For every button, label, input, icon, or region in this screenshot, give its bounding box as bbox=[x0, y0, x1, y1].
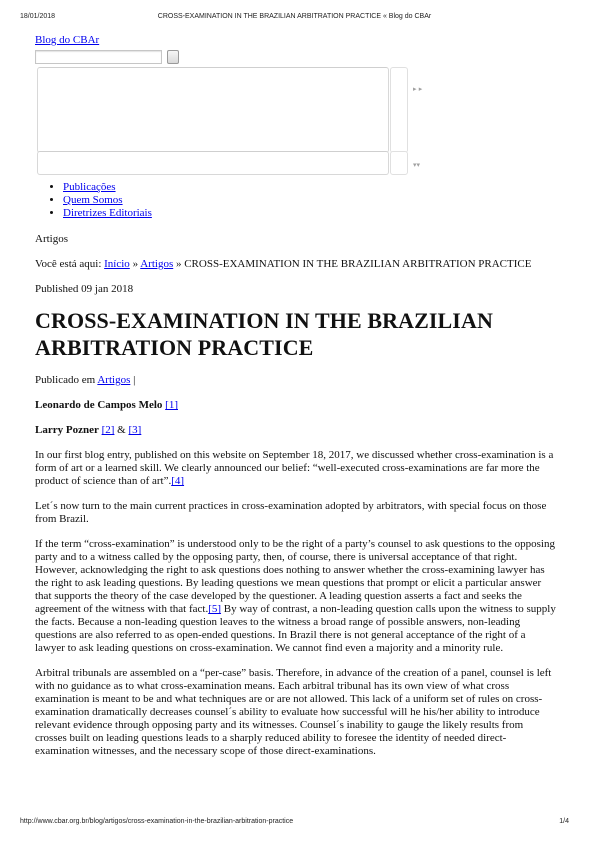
page-content bbox=[35, 34, 557, 758]
paragraph-4: Arbitral tribunals are assembled on a “per-case” basis. Therefore, in advance of the creation of a panel, counsel is left with no guidance as to what cross-examination means. Each arbitral tribunal has its own view of what cross examination is meant to be and what techniques are or are not allowed. This lack of a uniform set of rules on cross-examination dramatically decreases counsel´s ability to evaluate how successful will he his/her ability to introduce relevant evidence through opposing party and its witnesses. Counsel´s inability to gauge the likely results from crosses built on leading questions leads to a sharply reduced ability to foresee the identity of needed direct-examination witnesses, and the necessary scope of those direct-examinations. bbox=[35, 667, 552, 757]
author-name: Larry Pozner bbox=[35, 424, 99, 436]
print-header bbox=[20, 13, 569, 23]
print-title: CROSS-EXAMINATION IN THE BRAZILIAN ARBITRATION PRACTICE « Blog do CBAr bbox=[157, 13, 432, 20]
embedded-frame-2 bbox=[35, 151, 557, 175]
embedded-frame-scrollbar[interactable] bbox=[390, 67, 408, 153]
paragraph-1 bbox=[35, 449, 557, 488]
arrow-down-icon: ▾▾ bbox=[413, 161, 421, 169]
nav-link-publicacoes[interactable]: Publicações bbox=[63, 181, 116, 193]
site-home-link[interactable]: Blog do CBAr bbox=[35, 34, 100, 46]
post-meta-prefix: Publicado em bbox=[35, 374, 96, 386]
search-input[interactable] bbox=[35, 50, 162, 64]
footnote-link-5[interactable]: [5] bbox=[208, 603, 222, 615]
print-date: 18/01/2018 bbox=[20, 13, 56, 20]
print-footer bbox=[20, 818, 569, 828]
breadcrumb-separator: » bbox=[132, 258, 139, 270]
breadcrumb-home-link[interactable]: Início bbox=[104, 258, 130, 270]
nav-item-quem-somos bbox=[63, 194, 557, 207]
nav-link-quem-somos[interactable]: Quem Somos bbox=[63, 194, 123, 206]
footnote-link-2[interactable]: [2] bbox=[101, 424, 115, 436]
nav-link-diretrizes[interactable]: Diretrizes Editoriais bbox=[63, 207, 152, 219]
search-form bbox=[35, 49, 557, 65]
footnote-link-1[interactable]: [1] bbox=[165, 399, 178, 411]
page-number: 1/4 bbox=[559, 818, 569, 825]
author-line-1 bbox=[35, 399, 557, 412]
post-meta-suffix: | bbox=[130, 374, 136, 386]
paragraph-text: If the term “cross-examination” is understood only to be the right of a party’s counsel to ask questions to the opposing party and to a witness called by the opposing party, then, of course, there is universal acceptance of that right. However, acknowledging the right to ask questions does nothing to answer whether the cross-examining lawyer has the right to ask leading questions. By leading questions we mean questions that prompt or elicit a particular answer that supports the theory of the case developed by the questioner. A leading question asserts a fact and seeks the agreement of the witness with that fact. bbox=[35, 538, 555, 615]
post-meta bbox=[35, 374, 557, 387]
footnote-link-3[interactable]: [3] bbox=[128, 424, 142, 436]
nav-item-publicacoes bbox=[63, 181, 557, 194]
embedded-frame-box bbox=[37, 67, 389, 153]
breadcrumb-current: CROSS-EXAMINATION IN THE BRAZILIAN ARBITRATION PRACTICE bbox=[184, 258, 532, 270]
arrow-right-icon: ▸ ▸ bbox=[413, 85, 423, 93]
paragraph-3 bbox=[35, 538, 557, 655]
embedded-frame bbox=[35, 67, 557, 151]
section-label: Artigos bbox=[35, 233, 68, 245]
search-button[interactable] bbox=[167, 50, 179, 64]
main-nav bbox=[35, 181, 557, 220]
embedded-frame-box-2 bbox=[37, 151, 389, 175]
paragraph-2: Let´s now turn to the main current practices in cross-examination adopted by arbitrators, with special focus on those from Brazil. bbox=[35, 500, 547, 525]
print-url: http://www.cbar.org.br/blog/artigos/cross-examination-in-the-brazilian-arbitration-practice bbox=[20, 818, 294, 825]
embedded-frame-scrollbar-2[interactable] bbox=[390, 151, 408, 175]
breadcrumb-prefix: Você está aqui: bbox=[35, 258, 102, 270]
nav-item-diretrizes bbox=[63, 207, 557, 220]
author-name: Leonardo de Campos Melo bbox=[35, 399, 163, 411]
page-title: CROSS-EXAMINATION IN THE BRAZILIAN ARBITRATION PRACTICE bbox=[35, 308, 493, 360]
published-date: Published 09 jan 2018 bbox=[35, 283, 134, 295]
author-amp: & bbox=[117, 424, 126, 436]
breadcrumb bbox=[35, 258, 557, 271]
author-line-2 bbox=[35, 424, 557, 437]
breadcrumb-category-link[interactable]: Artigos bbox=[140, 258, 174, 270]
paragraph-text: In our first blog entry, published on this website on September 18, 2017, we discussed whether cross-examination is a form of art or a learned skill. We clearly announced our belief: “well-executed cross-examinations are far more the product of science than of art”. bbox=[35, 449, 554, 487]
paragraph-text: By way of contrast, a non-leading question calls upon the witness to supply the facts. Because a non-leading question leaves to the witness a broad range of possible answers, non-leading questions are also referred to as open-ended questions. In Brazil there is not general acceptance of the right of a lawyer to ask leading questions on cross-examination. We cannot find even a majority and a minority rule. bbox=[35, 603, 556, 654]
breadcrumb-separator: » bbox=[175, 258, 182, 270]
footnote-link-4[interactable]: [4] bbox=[171, 475, 185, 487]
post-category-link[interactable]: Artigos bbox=[97, 374, 131, 386]
